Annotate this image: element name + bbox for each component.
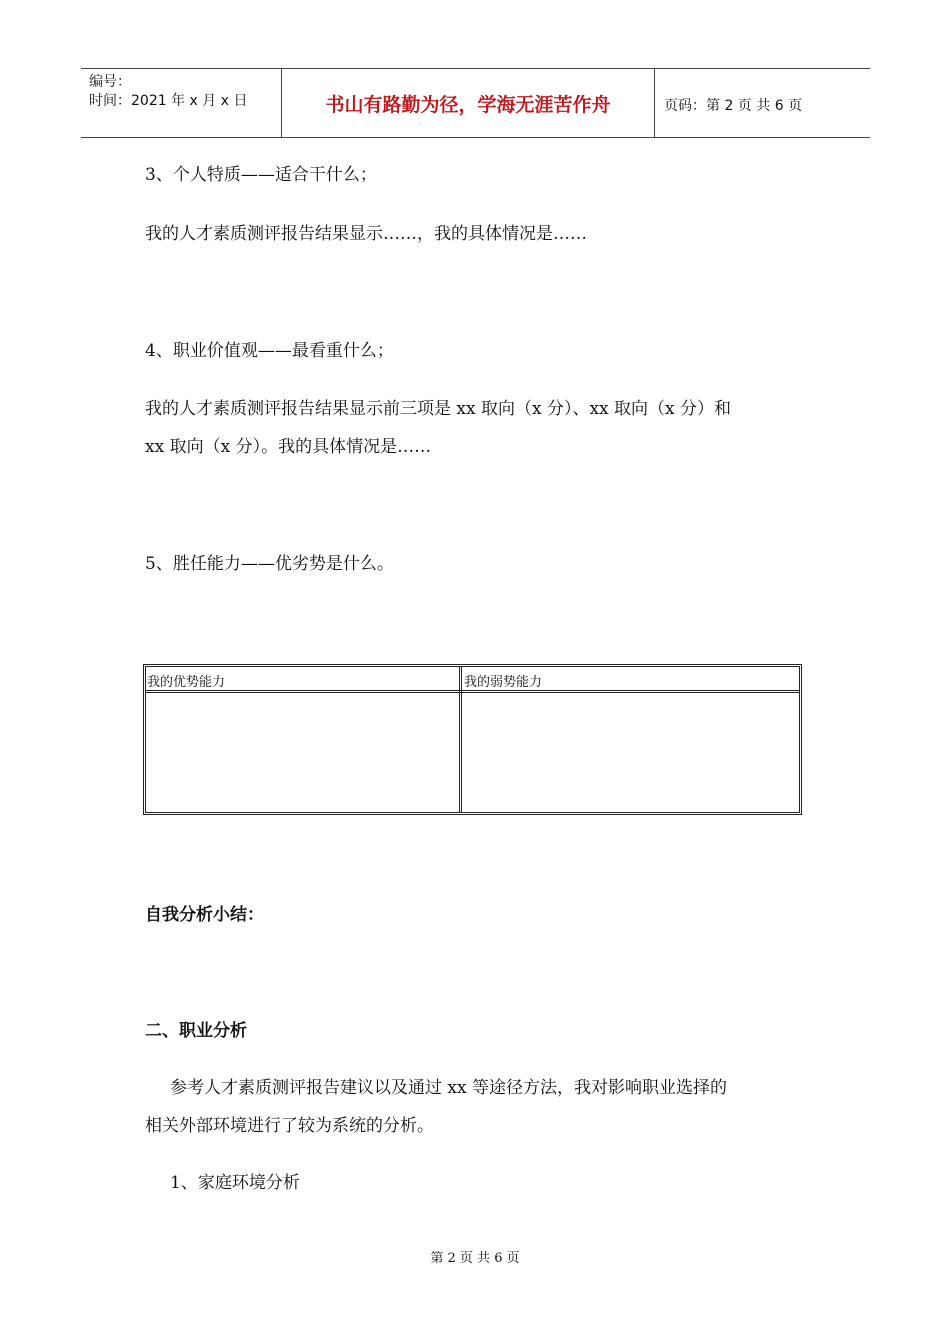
- header-divider: [654, 68, 655, 137]
- header-number-label: 编号：: [89, 74, 131, 90]
- page-footer: 第 2 页 共 6 页: [430, 1251, 520, 1266]
- self-summary-heading: 自我分析小结：: [145, 905, 264, 925]
- table-header-strengths: 我的优势能力: [147, 675, 226, 690]
- table-header-divider: [145, 690, 800, 693]
- table-column-divider: [459, 666, 462, 813]
- table-header-weaknesses: 我的弱势能力: [464, 675, 543, 690]
- header-motto: 书山有路勤为径，学海无涯苦作舟: [325, 94, 611, 116]
- section2-heading: 二、职业分析: [145, 1021, 247, 1041]
- sub1-heading: 1、家庭环境分析: [170, 1173, 300, 1193]
- section2-para-line2: 相关外部环境进行了较为系统的分析。: [145, 1116, 434, 1136]
- header-date-label: 时间：2021 年 x 月 x 日: [89, 93, 248, 109]
- item3-text: 我的人才素质测评报告结果显示……，我的具体情况是……: [145, 224, 587, 244]
- item4-text-line1: 我的人才素质测评报告结果显示前三项是 xx 取向（x 分）、xx 取向（x 分）和: [145, 399, 732, 419]
- item3-heading: 3、个人特质——适合干什么；: [145, 165, 377, 185]
- item4-text-line2: xx 取向（x 分）。我的具体情况是……: [145, 437, 432, 457]
- section2-para-line1: 参考人才素质测评报告建议以及通过 xx 等途径方法，我对影响职业选择的: [170, 1078, 727, 1098]
- header-page-info: 页码：第 2 页 共 6 页: [664, 98, 803, 114]
- item4-heading: 4、职业价值观——最看重什么；: [145, 341, 394, 361]
- item5-heading: 5、胜任能力——优劣势是什么。: [145, 554, 394, 574]
